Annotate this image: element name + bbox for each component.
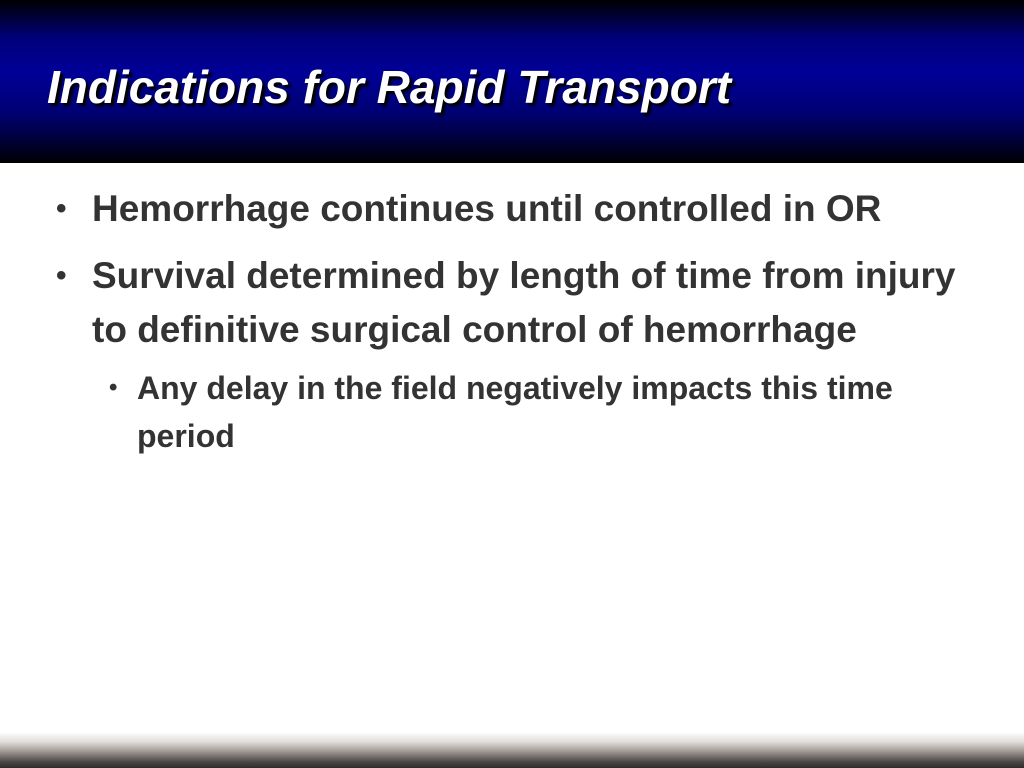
sub-bullet-text: Any delay in the field negatively impacts this time period: [137, 370, 893, 454]
slide-title: Indications for Rapid Transport: [47, 61, 732, 113]
bullet-item-survival: [56, 249, 972, 357]
bullet-icon: •: [56, 192, 67, 225]
bottom-shade: [0, 732, 1024, 768]
bullet-text: Hemorrhage continues until controlled in OR: [92, 188, 882, 229]
slide-content: [0, 182, 1024, 460]
sub-bullet-item-delay: [109, 364, 937, 460]
bullet-item-hemorrhage: [56, 182, 972, 236]
bullet-text: Survival determined by length of time from injury to definitive surgical control of hemorrhage: [92, 255, 956, 350]
sub-bullet-icon: •: [109, 374, 118, 401]
title-bar: [0, 0, 1024, 163]
bullet-icon: •: [56, 259, 67, 292]
